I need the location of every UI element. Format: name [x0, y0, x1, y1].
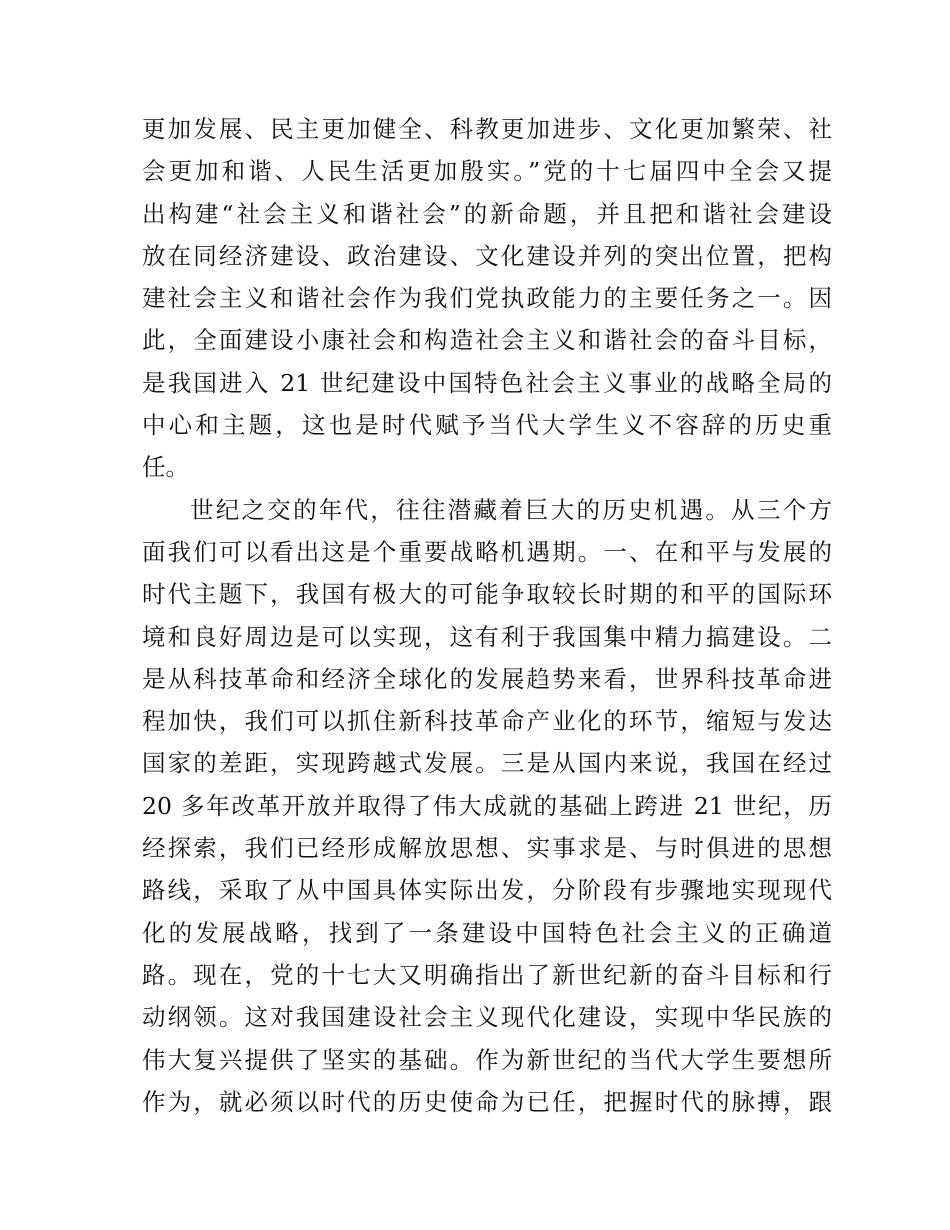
paragraph-1 — [142, 108, 832, 489]
text-line: 时代主题下，我国有极大的可能争取较长时期的和平的国际环 — [142, 580, 832, 609]
text-line: 路线，采取了从中国具体实际出发，分阶段有步骤地实现现代 — [142, 876, 832, 905]
text-line: 化的发展战略，找到了一条建设中国特色社会主义的正确道 — [142, 918, 832, 947]
paragraph-2 — [142, 489, 832, 1123]
text-line: 放在同经济建设、政治建设、文化建设并列的突出位置，把构 — [142, 241, 832, 270]
text-line: 出构建“社会主义和谐社会”的新命题，并且把和谐社会建设 — [142, 199, 832, 228]
text-line: 是从科技革命和经济全球化的发展趋势来看，世界科技革命进 — [142, 664, 832, 693]
text-line: 伟大复兴提供了坚实的基础。作为新世纪的当代大学生要想所 — [142, 1045, 832, 1074]
text-line: 是我国进入 21 世纪建设中国特色社会主义事业的战略全局的 — [142, 368, 832, 397]
text-line: 国家的差距，实现跨越式发展。三是从国内来说，我国在经过 — [142, 749, 832, 778]
text-line: 境和良好周边是可以实现，这有利于我国集中精力搞建设。二 — [142, 622, 832, 651]
text-line: 建社会主义和谐社会作为我们党执政能力的主要任务之一。因 — [142, 284, 832, 313]
text-line: 会更加和谐、人民生活更加殷实。”党的十七届四中全会又提 — [142, 157, 832, 186]
text-line: 动纲领。这对我国建设社会主义现代化建设，实现中华民族的 — [142, 1003, 832, 1032]
text-line: 此，全面建设小康社会和构造社会主义和谐社会的奋斗目标， — [142, 326, 832, 355]
text-line: 任。 — [142, 453, 189, 482]
text-line: 作为，就必须以时代的历史使命为已任，把握时代的脉搏，跟 — [142, 1087, 832, 1116]
text-line: 世纪之交的年代，往往潜藏着巨大的历史机遇。从三个方 — [190, 495, 832, 524]
text-line: 经探索，我们已经形成解放思想、实事求是、与时俱进的思想 — [142, 834, 832, 863]
text-line: 中心和主题，这也是时代赋予当代大学生义不容辞的历史重 — [142, 411, 832, 440]
document-body — [142, 108, 832, 1123]
text-line: 20 多年改革开放并取得了伟大成就的基础上跨进 21 世纪，历 — [142, 791, 832, 820]
text-line: 面我们可以看出这是个重要战略机遇期。一、在和平与发展的 — [142, 537, 832, 566]
text-line: 更加发展、民主更加健全、科教更加进步、文化更加繁荣、社 — [142, 115, 832, 143]
text-line: 路。现在，党的十七大又明确指出了新世纪新的奋斗目标和行 — [142, 960, 832, 989]
text-line: 程加快，我们可以抓住新科技革命产业化的环节，缩短与发达 — [142, 707, 832, 736]
